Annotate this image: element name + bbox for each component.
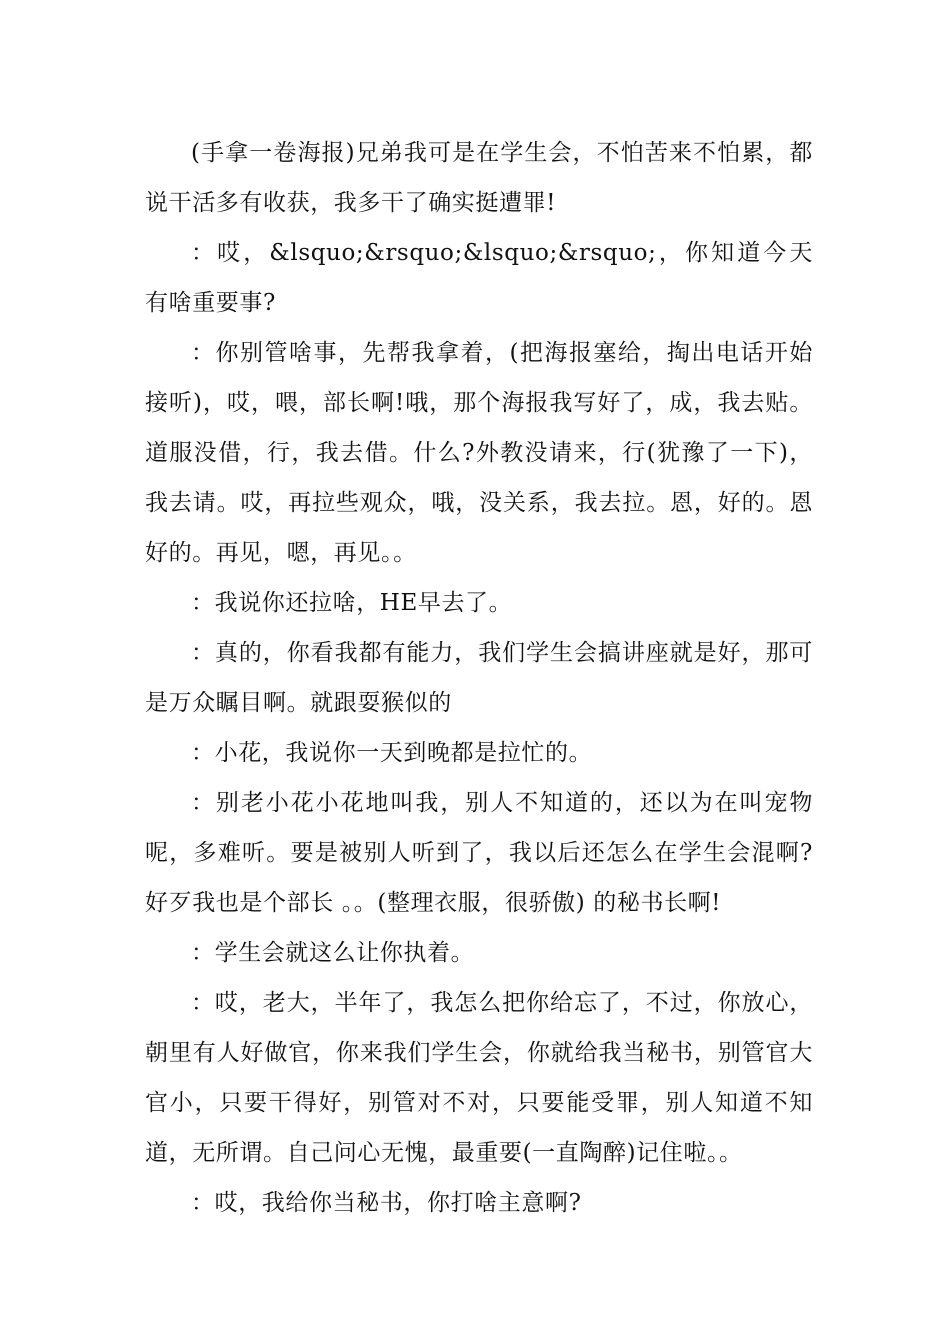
- paragraph-1: (手拿一卷海报)兄弟我可是在学生会，不怕苦来不怕累，都说干活多有收获，我多干了确实挺遭罪!: [145, 140, 813, 216]
- document-body: [145, 128, 813, 1228]
- paragraph-9: ：哎，老大，半年了，我怎么把你给忘了，不过，你放心，朝里有人好做官，你来我们学生会，你就给我当秘书，别管官大官小，只要干得好，别管对不对，只要能受罪，别人知道不知道，无所谓。自己问心无愧，最重要(一直陶醉)记住啦。。: [145, 990, 813, 1166]
- paragraph-8: ：学生会就这么让你执着。: [191, 940, 475, 966]
- paragraph-3: ：你别管啥事，先帮我拿着，(把海报塞给，掏出电话开始接听)，哎，喂，部长啊!哦，那个海报我写好了，成，我去贴。道服没借，行，我去借。什么?外教没请来，行(犹豫了一下)，我去请。哎，再拉些观众，哦，没关系，我去拉。恩，好的。恩好的。再见，嗯，再见。。: [145, 340, 813, 566]
- paragraph-6: ：小花，我说你一天到晚都是拉忙的。: [191, 740, 593, 766]
- paragraph-4: ：我说你还拉啥，HE早去了。: [191, 590, 513, 616]
- paragraph-5: ：真的，你看我都有能力，我们学生会搞讲座就是好，那可是万众瞩目啊。就跟耍猴似的: [145, 640, 813, 716]
- paragraph-10: ：哎，我给你当秘书，你打啥主意啊?: [191, 1190, 582, 1216]
- paragraph-7: ：别老小花小花地叫我，别人不知道的，还以为在叫宠物呢，多难听。要是被别人听到了，我以后还怎么在学生会混啊?好歹我也是个部长 。。(整理衣服，很骄傲) 的秘书长啊!: [145, 790, 813, 916]
- paragraph-2: ：哎，&lsquo;&rsquo;&lsquo;&rsquo;，你知道今天有啥重要事?: [145, 240, 813, 316]
